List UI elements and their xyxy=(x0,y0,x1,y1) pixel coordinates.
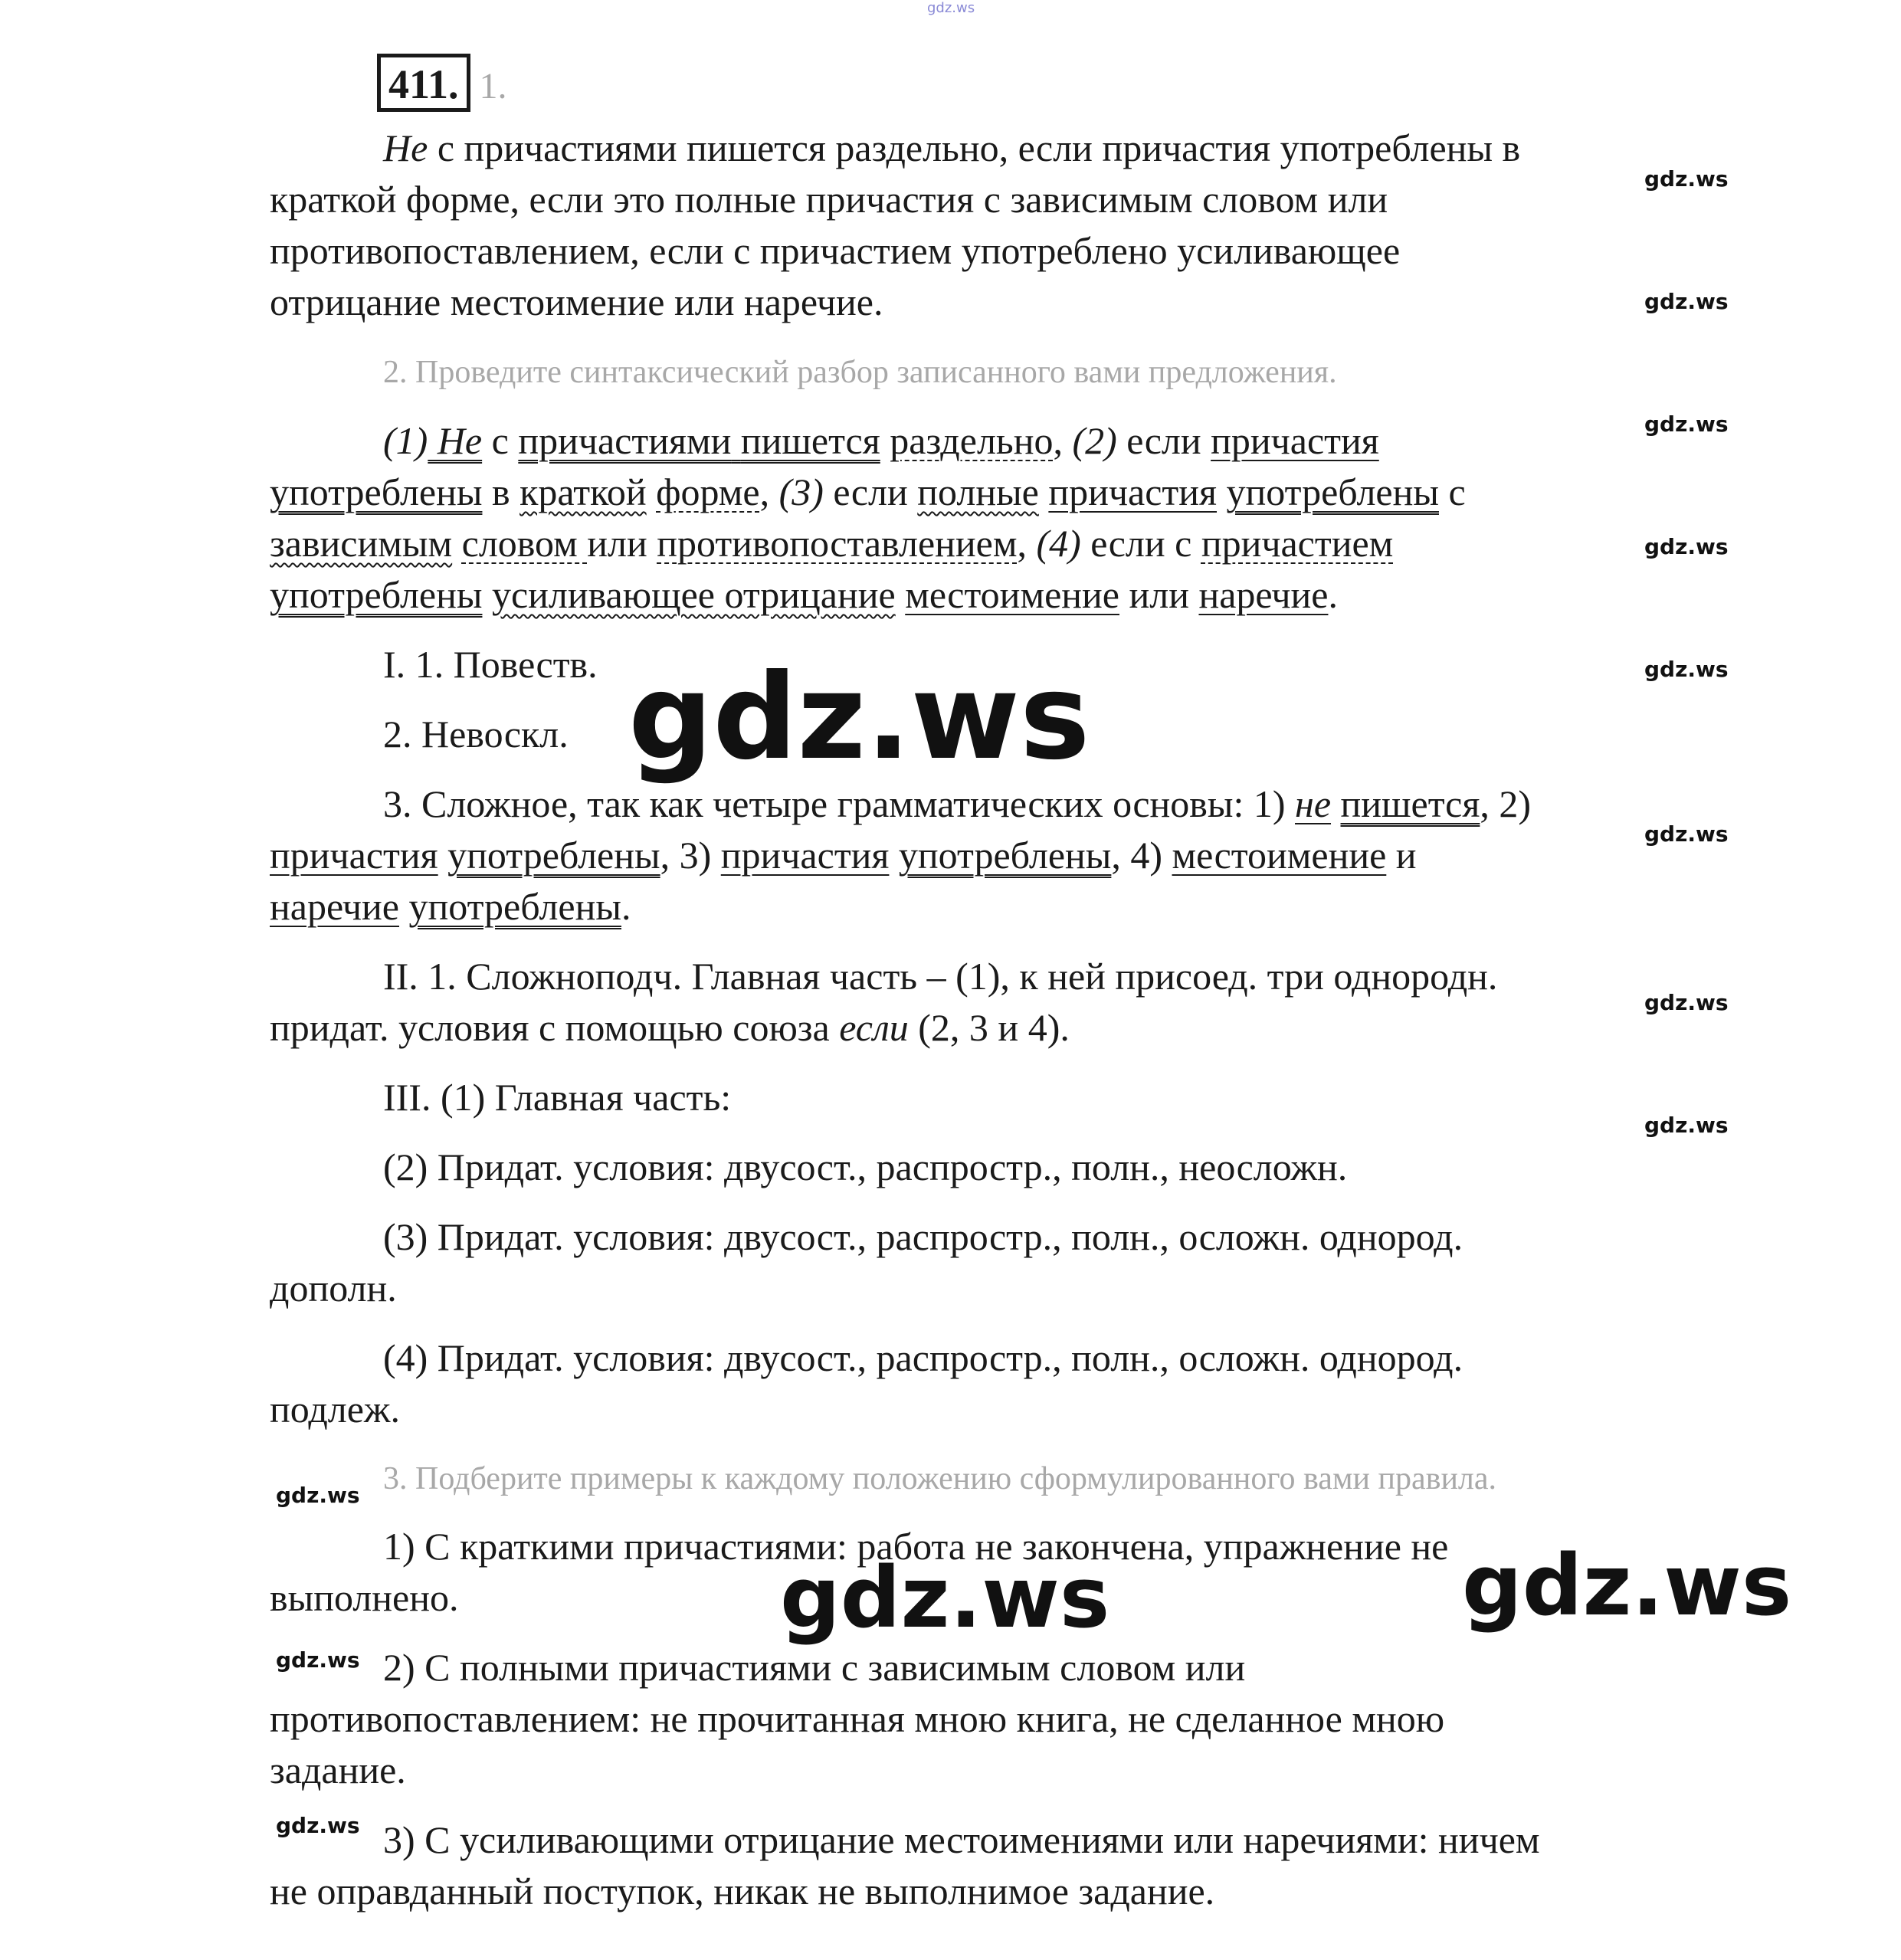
watermark: gdz.ws xyxy=(1644,534,1729,559)
parse-line-1: (1) Не с причастиями пишется раздельно, (2) если причастия xyxy=(383,419,1379,462)
rule-line-4: отрицание местоимение или наречие. xyxy=(270,280,883,323)
example-2-line-1: 2) С полными причастиями с зависимым словом или xyxy=(383,1646,1246,1689)
analysis-line-2: 2. Невоскл. xyxy=(383,713,569,755)
example-3-line-2: не оправданный поступок, никак не выполнимое задание. xyxy=(270,1870,1215,1912)
parse-line-4: употреблены усиливающее отрицание местоимение или наречие. xyxy=(270,573,1338,616)
analysis-line-8: III. (1) Главная часть: xyxy=(383,1076,732,1119)
example-1-line-2: выполнено. xyxy=(270,1576,459,1619)
exercise-header xyxy=(377,54,507,112)
task-number: 1. xyxy=(479,66,507,107)
watermark: gdz.ws xyxy=(1644,289,1729,314)
analysis-line-3: 3. Сложное, так как четыре грамматических основы: 1) не пишется, 2) xyxy=(383,782,1532,825)
analysis-line-13: подлеж. xyxy=(270,1388,400,1431)
watermark: gdz.ws xyxy=(276,1813,360,1838)
watermark-top: gdz.ws xyxy=(927,0,975,16)
watermark: gdz.ws xyxy=(1644,1113,1729,1138)
parse-line-3: зависимым словом или противопоставлением, (4) если с причастием xyxy=(270,522,1394,565)
rule-line-1: Не с причастиями пишется раздельно, если причастия употреблены в xyxy=(383,126,1521,169)
watermark-large: gdz.ws xyxy=(1462,1536,1792,1634)
analysis-line-4: причастия употреблены, 3) причастия употреблены, 4) местоимение и xyxy=(270,834,1417,877)
exercise-number: 411. xyxy=(377,54,470,112)
watermark-large: gdz.ws xyxy=(780,1549,1110,1647)
example-3-line-1: 3) С усиливающими отрицание местоимениями или наречиями: ничем xyxy=(383,1818,1540,1861)
parse-line-2: употреблены в краткой форме, (3) если полные причастия употреблены с xyxy=(270,470,1466,513)
analysis-line-1: I. 1. Повеств. xyxy=(383,643,598,686)
rule-line-3: противопоставлением, если с причастием употреблено усиливающее xyxy=(270,229,1401,272)
rule-line-2: краткой форме, если это полные причастия с зависимым словом или xyxy=(270,178,1388,221)
analysis-line-9: (2) Придат. условия: двусост., распростр., полн., неосложн. xyxy=(383,1146,1348,1188)
example-2-line-3: задание. xyxy=(270,1749,406,1791)
watermark-large: gdz.ws xyxy=(628,649,1090,786)
watermark: gdz.ws xyxy=(1644,166,1729,192)
analysis-line-12: (4) Придат. условия: двусост., распростр., полн., осложн. однород. xyxy=(383,1336,1463,1379)
watermark: gdz.ws xyxy=(1644,657,1729,682)
task-3-prompt: 3. Подберите примеры к каждому положению сформулированного вами правила. xyxy=(383,1461,1497,1496)
watermark: gdz.ws xyxy=(1644,990,1729,1015)
task-2-prompt: 2. Проведите синтаксический разбор записанного вами предложения. xyxy=(383,355,1337,390)
watermark: gdz.ws xyxy=(276,1483,360,1508)
watermark: gdz.ws xyxy=(1644,411,1729,437)
analysis-line-10: (3) Придат. условия: двусост., распростр., полн., осложн. однород. xyxy=(383,1215,1463,1258)
watermark: gdz.ws xyxy=(1644,821,1729,847)
example-1-line-1: 1) С краткими причастиями: работа не закончена, упражнение не xyxy=(383,1525,1449,1568)
analysis-line-11: дополн. xyxy=(270,1267,397,1309)
analysis-line-5: наречие употреблены. xyxy=(270,885,631,928)
watermark: gdz.ws xyxy=(276,1647,360,1673)
example-2-line-2: противопоставлением: не прочитанная мною книга, не сделанное мною xyxy=(270,1697,1445,1740)
analysis-line-7: придат. условия с помощью союза если (2, 3 и 4). xyxy=(270,1006,1070,1049)
analysis-line-6: II. 1. Сложноподч. Главная часть – (1), к ней присоед. три однородн. xyxy=(383,955,1498,998)
